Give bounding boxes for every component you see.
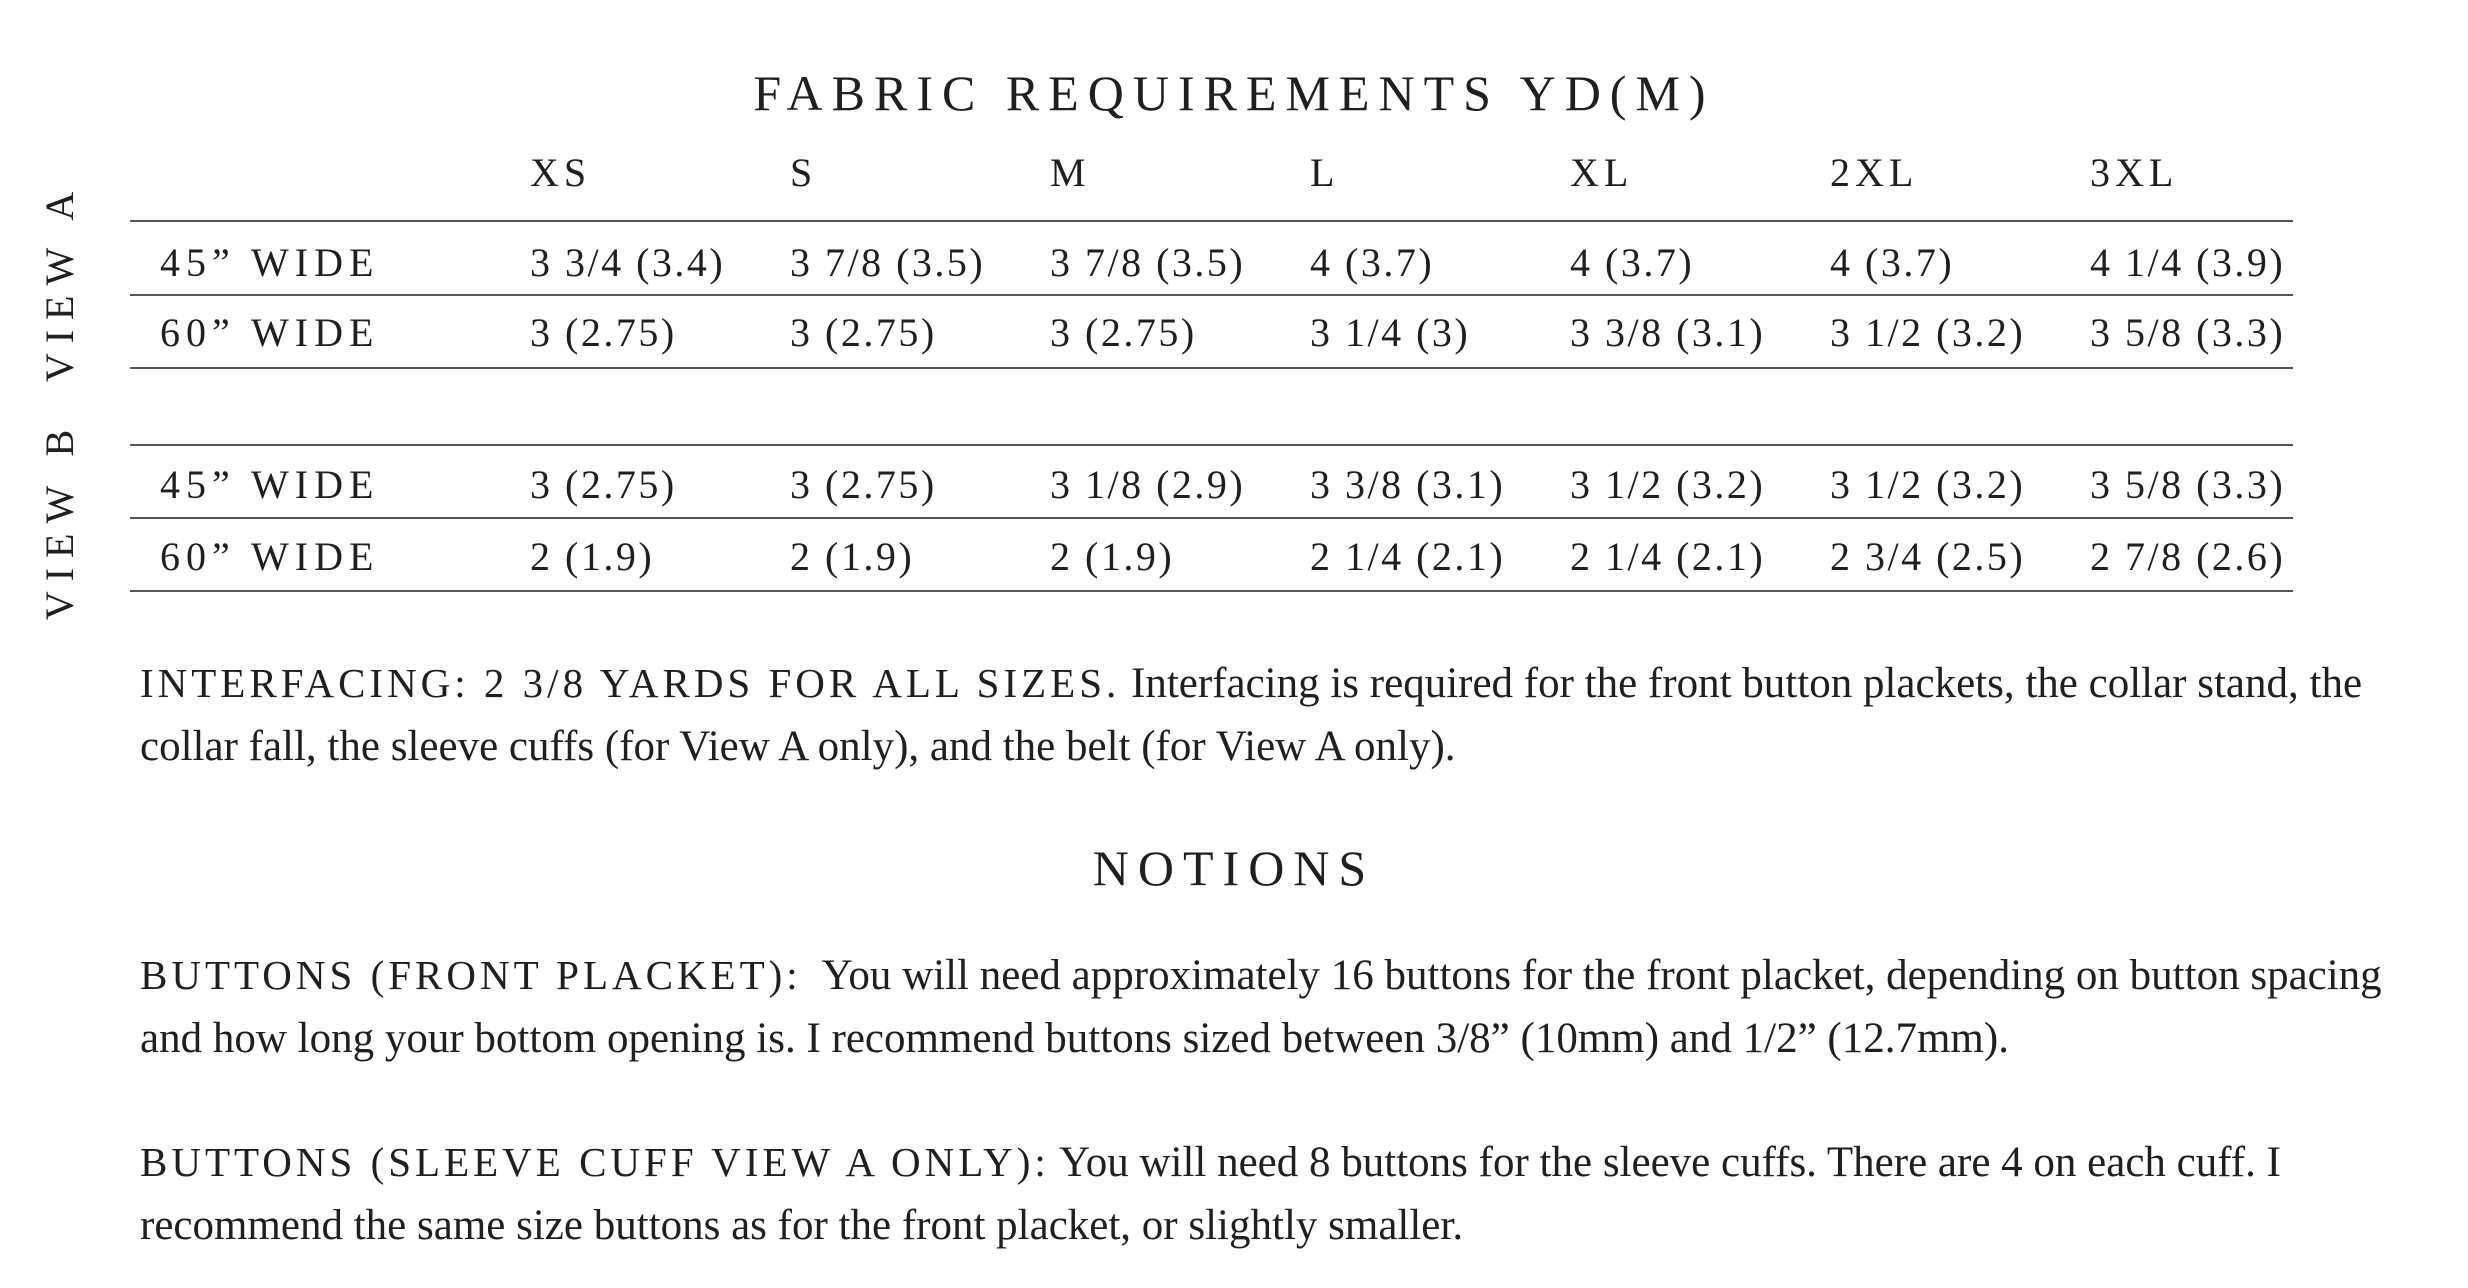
table-cell: 3 5/8 (3.3) <box>2090 462 2286 507</box>
table-cell: 3 1/2 (3.2) <box>1830 310 2026 355</box>
size-header-xs: XS <box>530 150 592 195</box>
buttons-sleeve-cuff-heading: BUTTONS (SLEEVE CUFF VIEW A ONLY): <box>140 1139 1050 1185</box>
buttons-front-placket-paragraph <box>140 944 2390 1070</box>
table-rule <box>130 367 2293 369</box>
table-cell: 3 (2.75) <box>530 462 677 507</box>
buttons-front-placket-heading: BUTTONS (FRONT PLACKET): <box>140 952 802 998</box>
size-header-s: S <box>790 150 818 195</box>
interfacing-text: Interfacing is required for the front button plackets, the collar stand, the collar fall, the sleeve cuffs (for View A only), and the belt (for View A only). <box>140 660 2363 770</box>
table-cell: 2 1/4 (2.1) <box>1570 534 1766 579</box>
table-cell: 3 3/4 (3.4) <box>530 240 726 285</box>
table-cell: 2 1/4 (2.1) <box>1310 534 1506 579</box>
table-cell: 3 (2.75) <box>530 310 677 355</box>
table-cell: 3 (2.75) <box>790 462 937 507</box>
table-cell: 3 5/8 (3.3) <box>2090 310 2286 355</box>
table-cell: 3 1/4 (3) <box>1310 310 1471 355</box>
row-label: 45” WIDE <box>160 462 380 507</box>
row-label: 60” WIDE <box>160 534 380 579</box>
row-label: 45” WIDE <box>160 240 380 285</box>
table-cell: 2 (1.9) <box>530 534 655 579</box>
table-cell: 4 (3.7) <box>1830 240 1955 285</box>
table-cell: 3 (2.75) <box>790 310 937 355</box>
fabric-requirements-title: FABRIC REQUIREMENTS YD(M) <box>753 65 1715 121</box>
table-rule <box>130 517 2293 519</box>
table-cell: 4 1/4 (3.9) <box>2090 240 2286 285</box>
size-header-m: M <box>1050 150 1091 195</box>
table-cell: 3 7/8 (3.5) <box>1050 240 1246 285</box>
table-rule <box>130 444 2293 446</box>
table-cell: 2 (1.9) <box>790 534 915 579</box>
buttons-front-placket-text: You will need approximately 16 buttons for the front placket, depending on button spacing and how long your bottom opening is. I recommend buttons sized between 3/8” (10mm) and 1/2” (12.7mm). <box>140 952 2382 1062</box>
table-cell: 3 1/8 (2.9) <box>1050 462 1246 507</box>
table-cell: 2 7/8 (2.6) <box>2090 534 2286 579</box>
table-cell: 3 3/8 (3.1) <box>1570 310 1766 355</box>
table-cell: 3 (2.75) <box>1050 310 1197 355</box>
table-rule <box>130 294 2293 296</box>
table-cell: 2 3/4 (2.5) <box>1830 534 2026 579</box>
size-header-l: L <box>1310 150 1340 195</box>
table-cell: 4 (3.7) <box>1310 240 1435 285</box>
size-header-2xl: 2XL <box>1830 150 1919 195</box>
buttons-sleeve-cuff-text: You will need 8 buttons for the sleeve cuffs. There are 4 on each cuff. I recommend the same size buttons as for the front placket, or slightly smaller. <box>140 1139 2281 1249</box>
interfacing-paragraph <box>140 652 2390 778</box>
size-header-3xl: 3XL <box>2090 150 2179 195</box>
table-cell: 3 3/8 (3.1) <box>1310 462 1506 507</box>
table-cell: 2 (1.9) <box>1050 534 1175 579</box>
interfacing-heading: INTERFACING: 2 3/8 YARDS FOR ALL SIZES. <box>140 660 1121 706</box>
table-rule <box>130 590 2293 592</box>
table-cell: 3 1/2 (3.2) <box>1570 462 1766 507</box>
table-rule <box>130 220 2293 222</box>
table-cell: 3 1/2 (3.2) <box>1830 462 2026 507</box>
row-label: 60” WIDE <box>160 310 380 355</box>
notions-title: NOTIONS <box>1092 840 1376 896</box>
table-cell: 3 7/8 (3.5) <box>790 240 986 285</box>
size-header-xl: XL <box>1570 150 1634 195</box>
buttons-sleeve-cuff-paragraph <box>140 1131 2390 1257</box>
table-cell: 4 (3.7) <box>1570 240 1695 285</box>
